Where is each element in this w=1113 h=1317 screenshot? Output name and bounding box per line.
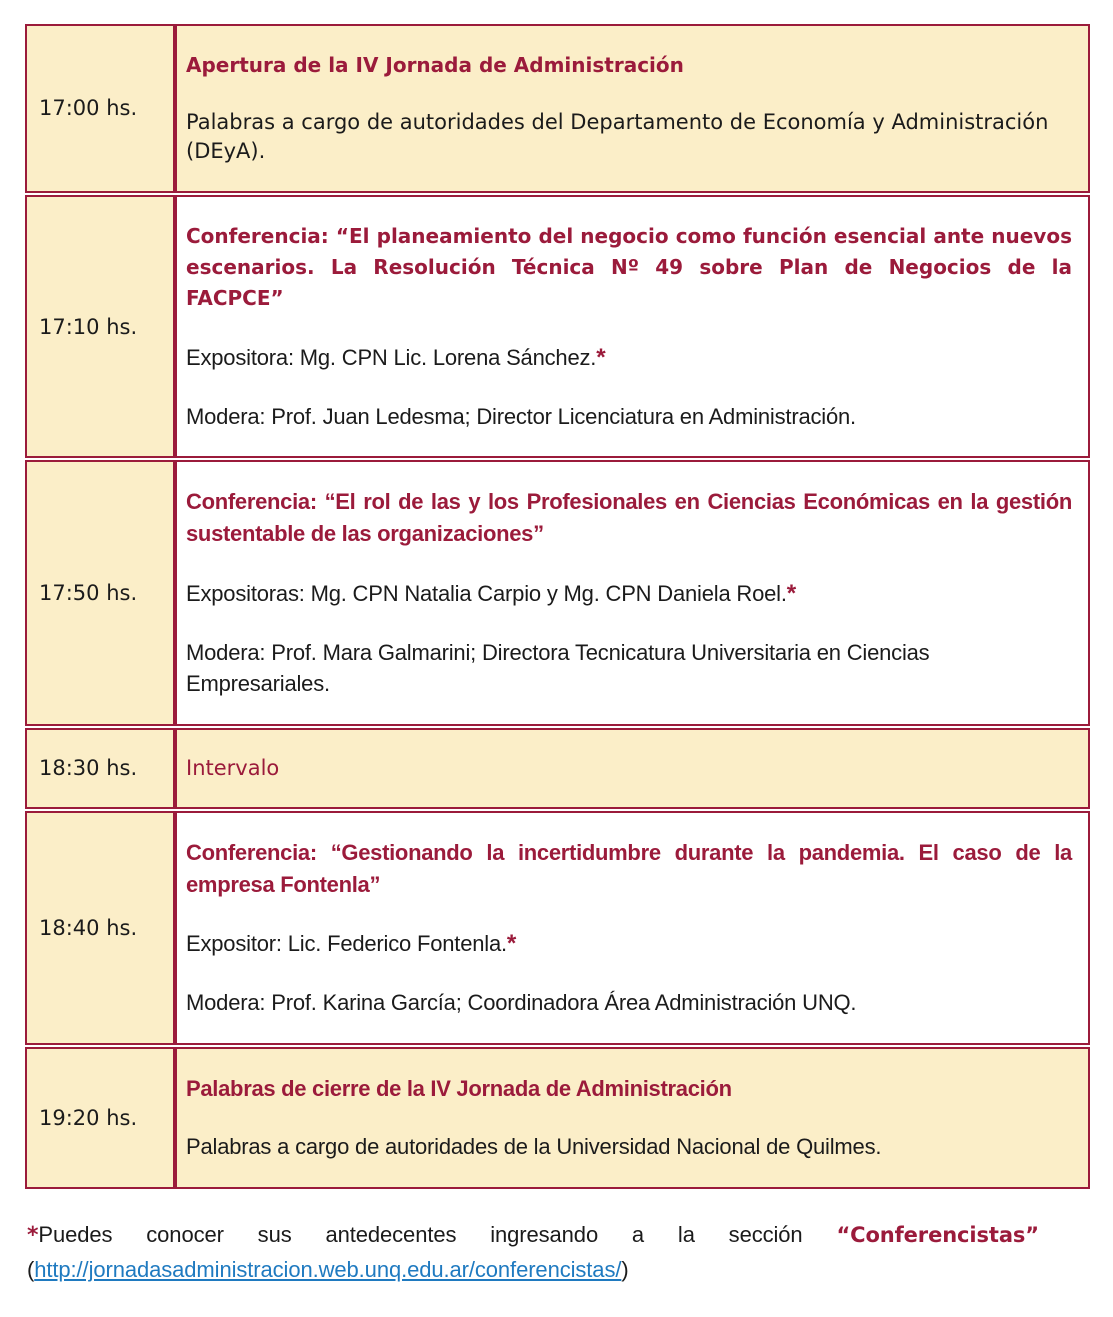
speaker-line bbox=[186, 577, 1072, 611]
table-row bbox=[25, 811, 1090, 1045]
footnote bbox=[27, 1218, 1039, 1287]
speaker-line bbox=[186, 927, 1072, 961]
speaker-text: Expositoras: Mg. CPN Natalia Carpio y Mg. CPN Daniela Roel. bbox=[186, 581, 787, 607]
time-label: 17:00 hs. bbox=[39, 96, 138, 121]
time-cell bbox=[25, 811, 175, 1045]
session-description: Palabras a cargo de autoridades de la Universidad Nacional de Quilmes. bbox=[186, 1134, 882, 1160]
footnote-asterisk: * bbox=[27, 1222, 39, 1248]
session-title: Conferencia: “El rol de las y los Profesionales en Ciencias Económicas en la gestión sustentable de las organizaciones” bbox=[186, 489, 1072, 547]
table-row bbox=[25, 24, 1090, 193]
time-label: 18:40 hs. bbox=[39, 915, 138, 940]
moderator-line: Modera: Prof. Karina García; Coordinadora Área Administración UNQ. bbox=[186, 990, 857, 1016]
session-cell bbox=[175, 24, 1090, 193]
session-title: Conferencia: “El planeamiento del negocio como función esencial ante nuevos escenarios. La Resolución Técnica Nº 49 sobre Plan de Negocios de la FACPCE” bbox=[186, 223, 1072, 310]
speaker-text: Expositora: Mg. CPN Lic. Lorena Sánchez. bbox=[186, 344, 597, 370]
time-label: 19:20 hs. bbox=[39, 1106, 138, 1130]
moderator-line: Modera: Prof. Mara Galmarini; Directora Tecnicatura Universitaria en Ciencias Empresariales. bbox=[186, 640, 930, 696]
footnote-text: Puedes conocer sus antedecentes ingresando a la sección bbox=[38, 1221, 803, 1247]
time-cell bbox=[25, 24, 175, 193]
session-title: Apertura de la IV Jornada de Administración bbox=[186, 53, 684, 77]
session-title: Palabras de cierre de la IV Jornada de Administración bbox=[186, 1076, 732, 1102]
close-paren: ) bbox=[621, 1256, 629, 1282]
time-cell bbox=[25, 728, 175, 809]
time-cell bbox=[25, 460, 175, 725]
session-cell bbox=[175, 460, 1090, 725]
footnote-highlight: “Conferencistas” bbox=[836, 1222, 1040, 1247]
time-cell bbox=[25, 1047, 175, 1189]
open-paren: ( bbox=[27, 1256, 35, 1282]
session-cell bbox=[175, 195, 1090, 459]
schedule-table bbox=[25, 22, 1090, 1191]
session-cell bbox=[175, 728, 1090, 809]
asterisk-marker: * bbox=[506, 930, 517, 958]
conferencistas-link[interactable]: http://jornadasadministracion.web.unq.edu.ar/conferencistas/ bbox=[34, 1256, 622, 1282]
asterisk-marker: * bbox=[596, 343, 606, 371]
speaker-line bbox=[186, 341, 1072, 375]
session-cell bbox=[175, 1047, 1090, 1189]
table-row bbox=[25, 1047, 1090, 1189]
session-cell bbox=[175, 811, 1090, 1045]
table-row bbox=[25, 728, 1090, 809]
speaker-text: Expositor: Lic. Federico Fontenla. bbox=[186, 931, 507, 957]
asterisk-marker: * bbox=[786, 580, 796, 608]
table-row bbox=[25, 460, 1090, 725]
intervalo-label: Intervalo bbox=[186, 756, 280, 781]
time-label: 18:30 hs. bbox=[39, 756, 138, 781]
time-label: 17:50 hs. bbox=[39, 581, 138, 606]
time-cell bbox=[25, 195, 175, 459]
time-label: 17:10 hs. bbox=[39, 314, 138, 339]
session-title: Conferencia: “Gestionando la incertidumbre durante la pandemia. El caso de la empresa Fontenla” bbox=[186, 839, 1072, 897]
table-row bbox=[25, 195, 1090, 459]
moderator-line: Modera: Prof. Juan Ledesma; Director Licenciatura en Administración. bbox=[186, 403, 856, 429]
session-description: Palabras a cargo de autoridades del Departamento de Economía y Administración (DEyA). bbox=[186, 110, 1049, 164]
